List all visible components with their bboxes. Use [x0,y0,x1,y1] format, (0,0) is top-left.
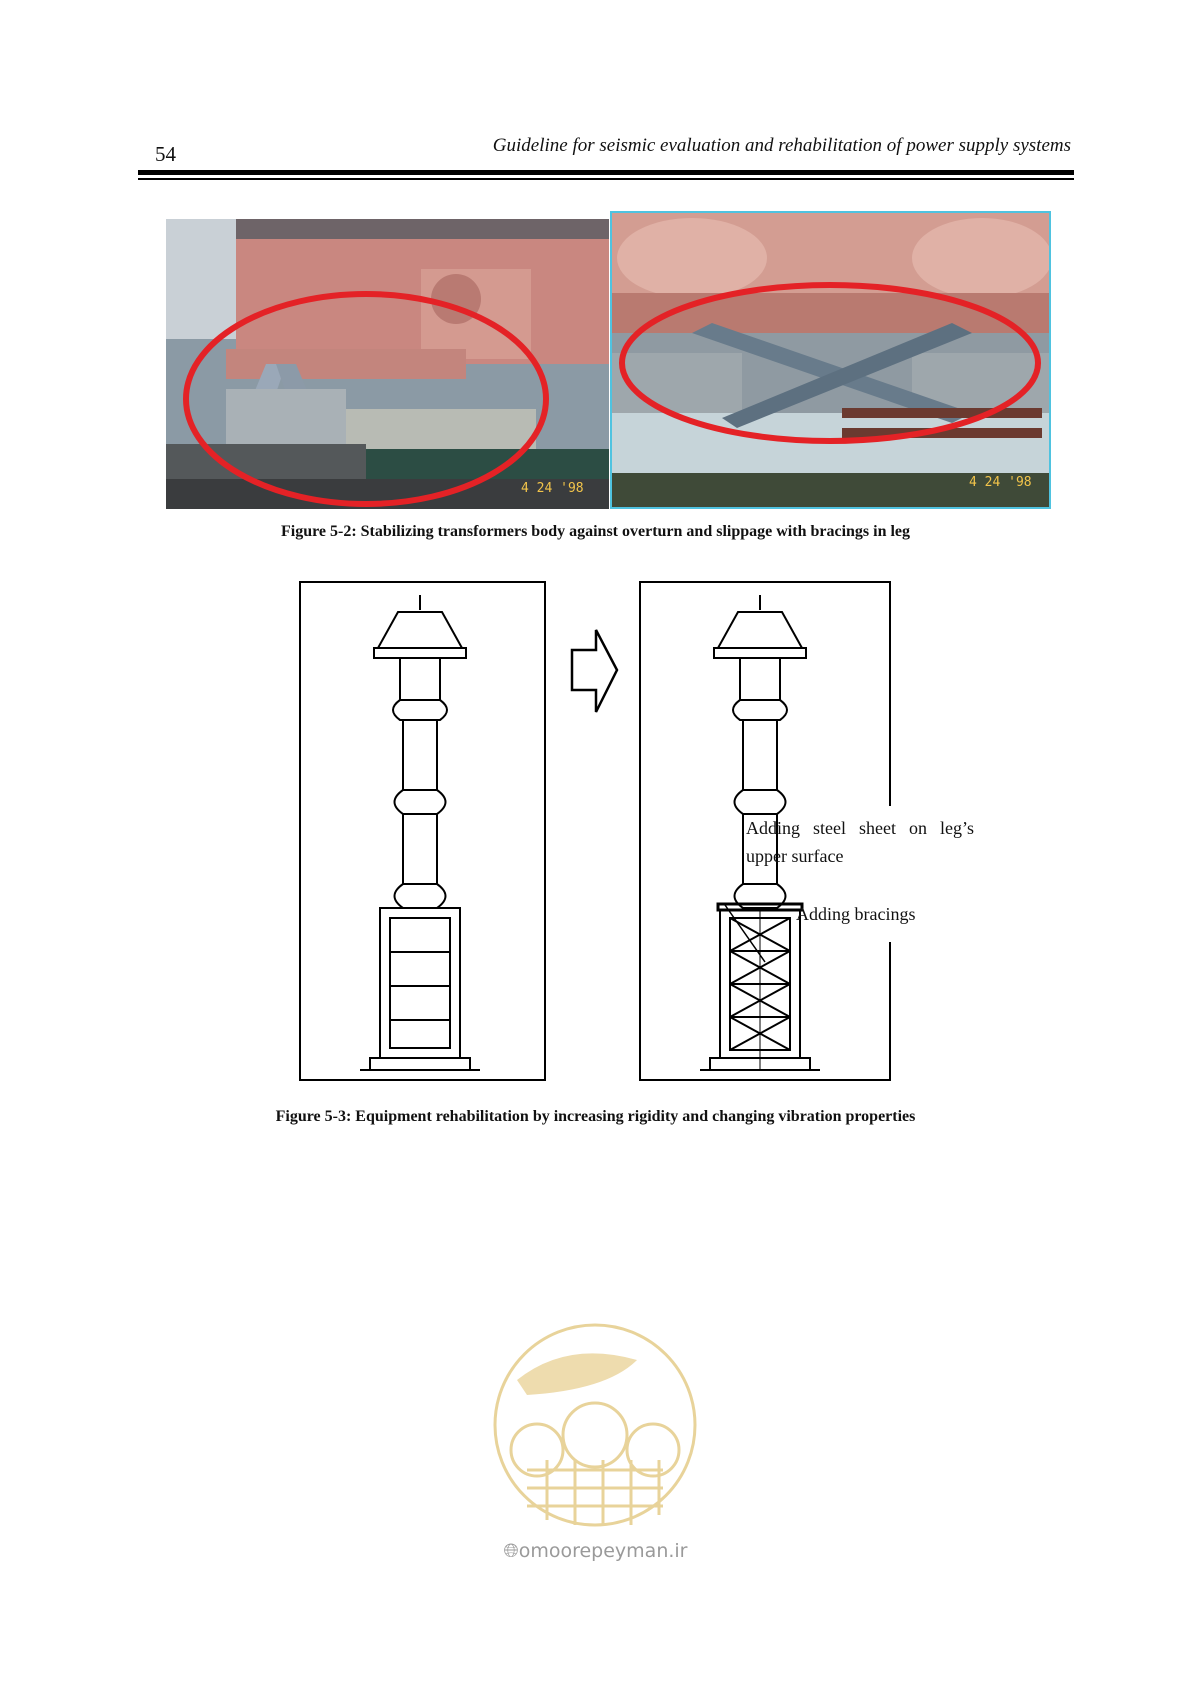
transformer-cross-bracing-photo [610,211,1051,509]
globe-icon: 🌐︎ [503,1540,519,1562]
watermark-url: 🌐︎omoorepeyman.ir [503,1540,688,1562]
figure-5-2-caption: Figure 5-2: Stabilizing transformers body against overturn and slippage with bracings in leg [280,523,911,540]
steel-sheet-annotation: Adding steel sheet on leg’s upper surface [746,818,974,866]
transformer-leg-bracing-photo [166,219,609,509]
photo-date-stamp: 4 24 '98 [521,481,584,496]
original-insulator-drawing [360,595,480,1070]
header-rule-thin [138,178,1074,180]
page-number: 54 [155,142,176,166]
right-arrow-icon [572,630,617,712]
bracings-annotation: Adding bracings [796,904,916,924]
before-frame [300,582,545,1080]
figure-5-3-caption: Figure 5-3: Equipment rehabilitation by increasing rigidity and changing vibration properties [275,1108,916,1125]
running-title: Guideline for seismic evaluation and rehabilitation of power supply systems [492,135,1071,156]
photo-date-stamp: 4 24 '98 [969,475,1032,490]
omoorepeyman-logo [487,1320,703,1530]
header-rule-thick [138,170,1074,175]
